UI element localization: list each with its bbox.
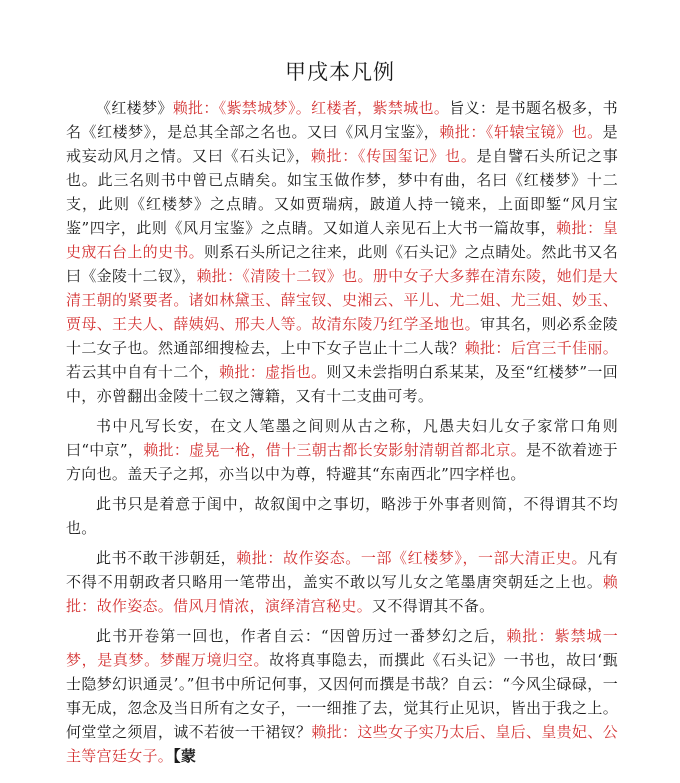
annotation-text: 赖批：虚晃一枪，借十三朝古都长安影射清朝首都北京。 <box>143 441 527 459</box>
body-text-segment: 审其名，则必系金陵十二女子也。然通部细搜检去，上中下女子岂止十二人哉？ <box>66 315 619 357</box>
body-text-segment: 凡有不得不用朝政者只略用一笔带出，盖实不敢以写儿女之笔墨唐突朝廷之上也。 <box>66 549 618 591</box>
paragraph <box>66 96 618 408</box>
body-text-segment: 若云其中自有十二个， <box>66 363 220 381</box>
body-text-segment: 《红楼梦》 <box>96 99 173 117</box>
body-text-segment: 书中凡写长安，在文人笔墨之间则从古之称，凡愚夫妇儿女子家常口角则曰“中京”， <box>66 417 618 459</box>
annotation-text: 赖批：虚指也。 <box>219 363 327 381</box>
body-text-segment: 则又未尝指明白系某某，及至“红楼梦”一回中，亦曾翻出金陵十二钗之簿籍，又有十二支曲可考。 <box>66 363 618 405</box>
annotation-text: 赖批：皇史宬石台上的史书。 <box>66 219 618 261</box>
annotation-text: 赖批：《轩辕宝镜》也。 <box>439 123 603 141</box>
paragraph <box>66 492 618 540</box>
annotation-text: 赖批：紫禁城一梦，是真梦。梦醒万境归空。 <box>66 627 618 669</box>
body-text-segment: 此书只是着意于闺中，故叙闺中之事切，略涉于外事者则简，不得谓其不均也。 <box>66 495 618 537</box>
annotation-text: 赖批：故作姿态。借风月情浓，演绎清宫秘史。 <box>66 573 618 615</box>
annotation-text: 赖批：《传国玺记》也。 <box>310 147 477 165</box>
paragraph <box>66 414 618 486</box>
body-text-segment: 是不欲着迹于方向也。盖天子之邦，亦当以中为尊，特避其“东南西北”四字样也。 <box>66 441 618 483</box>
body-text-segment: 则系石头所记之往来，此则《石头记》之点睛处。然此书又名曰《金陵十二钗》， <box>66 243 619 285</box>
document-body <box>66 96 618 774</box>
annotation-text: 赖批：后宫三千佳丽。 <box>464 339 618 357</box>
body-text-segment: 是自譬石头所记之事也。此三名则书中曾已点睛矣。如宝玉做作梦，梦中有曲，名曰《红楼梦》十二支，此则《红楼梦》之点睛。又如贾瑞病，跛道人持一镜来，上面即錾“风月宝鉴”四字，此则《风月宝鉴》之点睛。又如道人亲见石上大书一篇故事， <box>66 147 618 237</box>
paragraph <box>66 624 618 768</box>
body-text-segment: 旨义：是书题名极多，书名《红楼梦》，是总其全部之名也。又曰《风月宝鉴》， <box>66 99 618 141</box>
body-text-segment: 故将真事隐去，而撰此《石头记》一书也，故曰‘甄士隐梦幻识通灵’。”但书中所记何事，又因何而撰是书哉？自云：“今风尘碌碌，一事无成，忽念及当日所有之女子，一一细推了去，觉其行止见识，皆出于我之上。何堂堂之须眉，诚不若彼一干裙钗？ <box>66 651 619 741</box>
body-text-segment: 此书开卷第一回也，作者自云：“因曾历过一番梦幻之后， <box>96 627 507 645</box>
annotation-text: 赖批：《清陵十二钗》也。册中女子大多葬在清东陵，她们是大清王朝的紧要者。诸如林黛玉、薛宝钗、史湘云、平儿、尤二姐、尤三姐、妙玉、贾母、王夫人、薛姨妈、邢夫人等。故清东陵乃红学圣地也。 <box>66 267 619 333</box>
body-text-segment: 是戒妄动风月之情。又曰《石头记》， <box>66 123 618 165</box>
annotation-text: 赖批：故作姿态。一部《红楼梦》，一部大清正史。 <box>236 549 588 567</box>
body-text-segment: 又不得谓其不备。 <box>372 597 495 615</box>
body-text-segment: 此书不敢干涉朝廷， <box>96 549 237 567</box>
annotation-text: 赖批：《紫禁城梦》。红楼者，紫禁城也。 <box>172 99 450 117</box>
paragraph <box>66 546 618 618</box>
body-text-segment: 【蒙 <box>173 747 197 765</box>
page-title: 甲戌本凡例 <box>285 60 395 84</box>
annotation-text: 赖批：这些女子实乃太后、皇后、皇贵妃、公主等宫廷女子。 <box>66 723 618 765</box>
